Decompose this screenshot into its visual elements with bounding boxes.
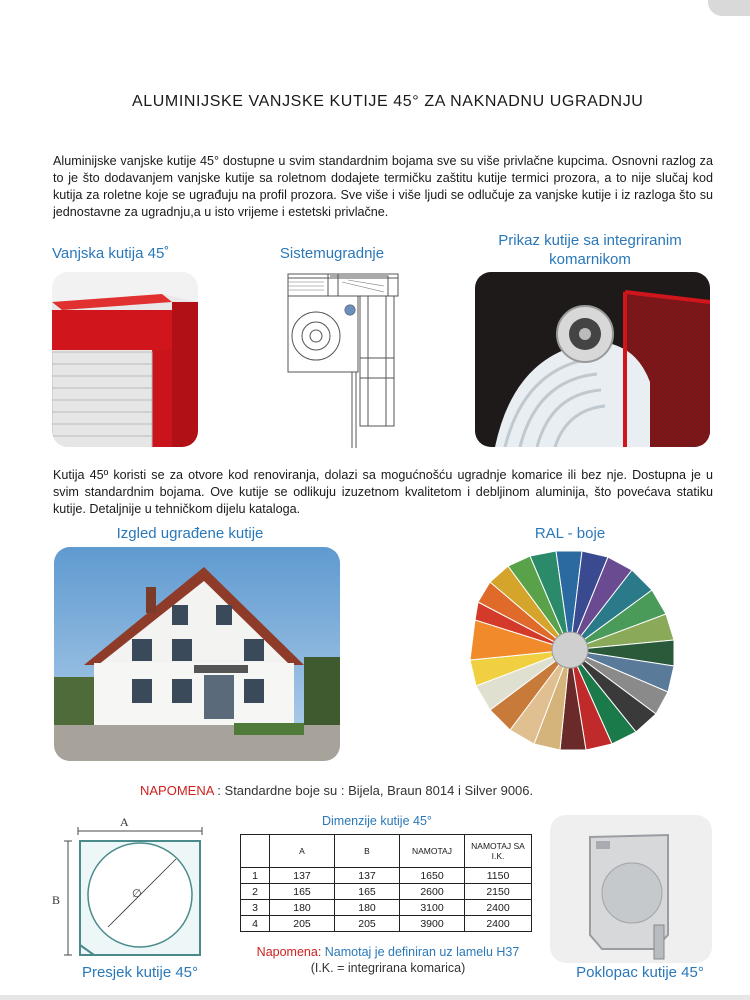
label-b: B	[52, 893, 61, 907]
caption-vanjska-kutija: Vanjska kutija 45˚	[52, 245, 170, 262]
table-cell: 180	[335, 900, 400, 916]
note-label: NAPOMENA	[140, 783, 214, 798]
caption-sistem-ugradnje: Sistemugradnje	[279, 245, 385, 262]
table-cell: 3	[241, 900, 270, 916]
table-cell: 165	[270, 884, 335, 900]
table-header: B	[335, 835, 400, 868]
diagram-sistem-ugradnje	[268, 268, 404, 448]
note-text: : Standardne boje su : Bijela, Braun 8014 i Silver 9006.	[213, 783, 534, 798]
intro-paragraph: Aluminijske vanjske kutije 45° dostupne u svim standardnim bojama sve su više privlačne kupcima. Osnovni razlog za to je što dodavanjem vanjske kutije sa roletnom dodajete termičku zaštitu kutije termici prozora, a to nije slučaj kod kutija za roletne koje se ugrađuju na profil prozora. Sve više i više ljudi se odlučuje za vanjske kutije i iz razloga što su jednostavne za ugradnju,a u isto vrijeme i estetski privlačne.	[53, 154, 713, 219]
table-cell: 4	[241, 916, 270, 932]
table-cell: 180	[270, 900, 335, 916]
table-cell: 1650	[400, 868, 465, 884]
table-cell: 2400	[465, 916, 532, 932]
description-paragraph: Kutija 45º koristi se za otvore kod renoviranja, dolazi sa mogućnošću ugradnje komarice ili bez nje. Dostupna je u svim standardnim bojama. Ove kutije se odlikuju izuzetnom kvalitetom i debljinom aluminija, što povećava statiku kutije. Detaljnije u tehničkom dijelu kataloga.	[53, 468, 713, 516]
table-cell: 205	[270, 916, 335, 932]
table-row	[241, 900, 532, 916]
caption-poklopac: Poklopac kutije 45°	[576, 964, 704, 981]
table-cell: 3900	[400, 916, 465, 932]
page-title: ALUMINIJSKE VANJSKE KUTIJE 45° ZA NAKNADNU UGRADNJU	[132, 93, 644, 110]
table-row	[241, 868, 532, 884]
photo-ral-colors	[470, 550, 715, 760]
photo-vanjska-kutija	[52, 272, 198, 447]
dims-table	[240, 834, 532, 932]
photo-prikaz-kutije	[475, 272, 710, 447]
label-a: A	[120, 815, 129, 829]
table-cell: 165	[335, 884, 400, 900]
photo-poklopac	[550, 815, 712, 963]
table-header	[241, 835, 270, 868]
winding-note	[238, 944, 538, 976]
dims-table-title: Dimenzije kutije 45°	[322, 814, 432, 828]
table-cell: 205	[335, 916, 400, 932]
winding-note-text: Namotaj je definiran uz lamelu H37	[321, 945, 520, 959]
diagram-presjek	[50, 815, 210, 963]
table-row	[241, 884, 532, 900]
standard-colors-note	[140, 783, 533, 798]
page-tab-corner	[708, 0, 750, 16]
bottom-strip	[0, 995, 750, 1000]
caption-prikaz-kutije: Prikaz kutije sa integriranim komarnikom	[498, 232, 682, 268]
table-cell: 2400	[465, 900, 532, 916]
table-cell: 137	[270, 868, 335, 884]
photo-house	[54, 547, 340, 761]
caption-izgled: Izgled ugrađene kutije	[116, 525, 264, 542]
table-cell: 2	[241, 884, 270, 900]
winding-note-line2: (I.K. = integrirana komarica)	[310, 961, 466, 975]
table-header: NAMOTAJ SA I.K.	[465, 835, 532, 868]
label-diameter: ∅	[132, 888, 142, 900]
table-cell: 2600	[400, 884, 465, 900]
table-header-row	[241, 835, 532, 868]
table-row	[241, 916, 532, 932]
caption-presjek: Presjek kutije 45°	[81, 964, 199, 981]
table-cell: 1150	[465, 868, 532, 884]
table-cell: 1	[241, 868, 270, 884]
caption-ral: RAL - boje	[534, 525, 606, 542]
winding-note-label: Napomena:	[256, 945, 322, 959]
table-cell: 2150	[465, 884, 532, 900]
table-header: NAMOTAJ	[400, 835, 465, 868]
table-cell: 137	[335, 868, 400, 884]
table-header: A	[270, 835, 335, 868]
table-cell: 3100	[400, 900, 465, 916]
